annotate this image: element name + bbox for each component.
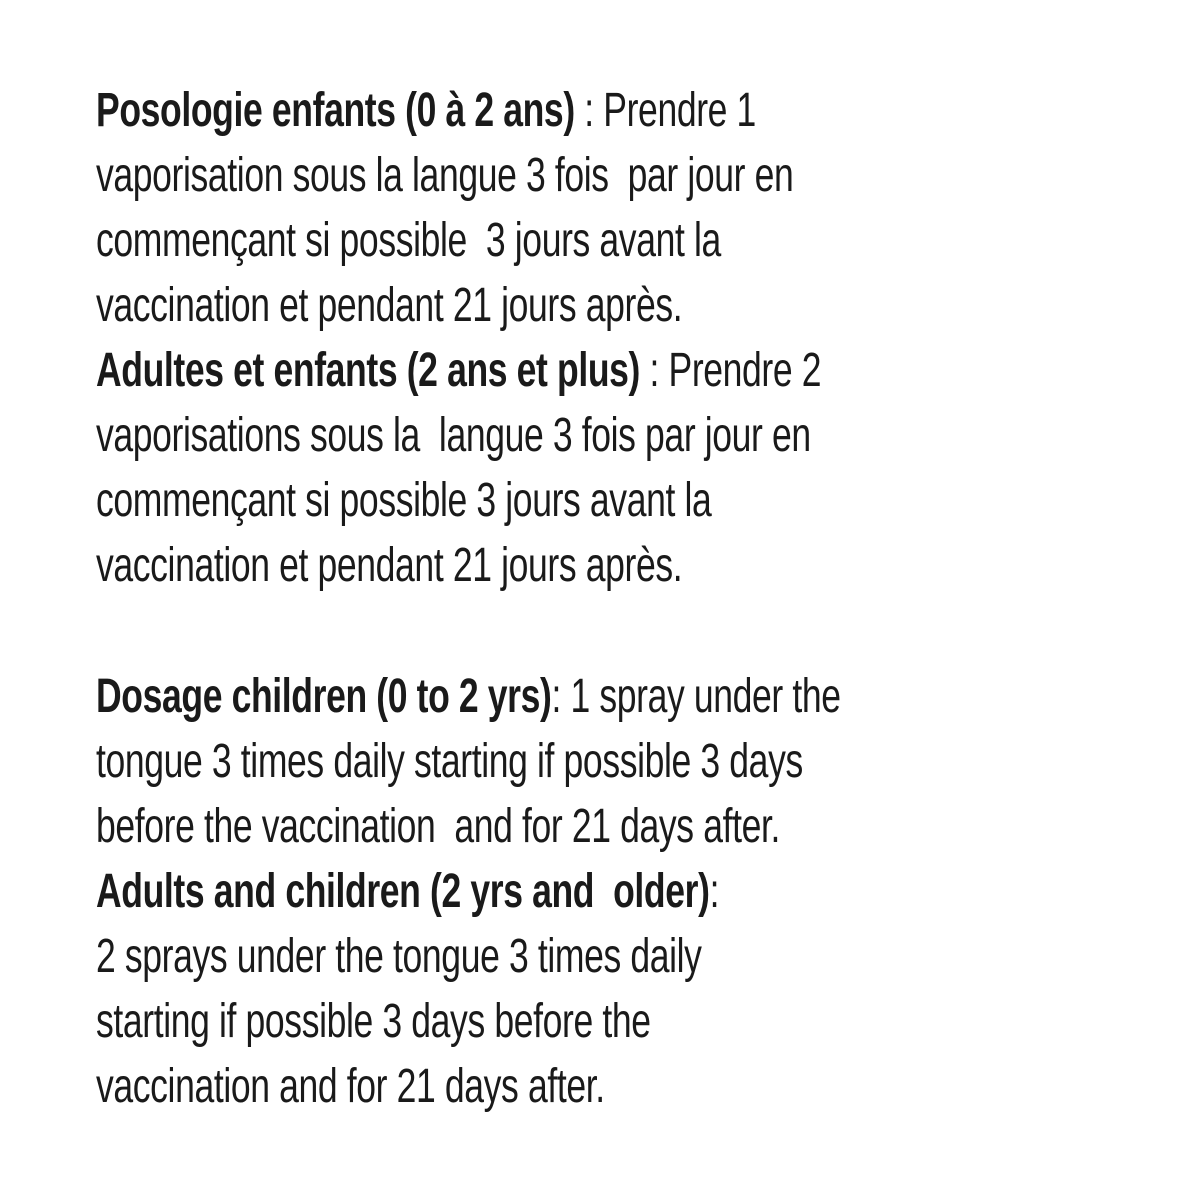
french-adults-text-start: : Prendre 2 [640,344,822,397]
french-children-dosage-line-3: commençant si possible 3 jours avant la [96,214,721,267]
french-adults-heading: Adultes et enfants (2 ans et plus) [96,344,641,397]
french-adults-dosage-line-4: vaccination et pendant 21 jours après. [96,539,683,592]
english-children-dosage-line-3: before the vaccination and for 21 days after. [96,800,780,853]
english-adults-dosage-line-3: starting if possible 3 days before the [96,995,651,1048]
english-adults-dosage-line-2: 2 sprays under the tongue 3 times daily [96,930,702,983]
french-children-dosage-line-4: vaccination et pendant 21 jours après. [96,279,683,332]
english-adults-dosage-line-1 [96,859,913,924]
french-adults-dosage-line-2: vaporisations sous la langue 3 fois par jour en [96,409,811,462]
french-children-dosage-line-2: vaporisation sous la langue 3 fois par jour en [96,149,794,202]
french-dosage-section [96,78,1200,598]
english-children-text-start: : 1 spray under the [551,670,841,723]
english-adults-dosage-line-4: vaccination and for 21 days after. [96,1060,605,1113]
english-adults-text-start: : [709,865,720,918]
english-adults-heading: Adults and children (2 yrs and older) [96,865,710,918]
english-children-heading: Dosage children (0 to 2 yrs) [96,670,552,723]
english-dosage-section [96,664,1200,1119]
english-children-dosage-line-2: tongue 3 times daily starting if possible 3 days [96,735,803,788]
french-children-heading: Posologie enfants (0 à 2 ans) [96,84,575,137]
french-children-dosage-line-1 [96,78,913,143]
english-children-dosage-line-1 [96,664,913,729]
french-adults-dosage-line-3: commençant si possible 3 jours avant la [96,474,712,527]
french-children-text-start: : Prendre 1 [574,84,756,137]
french-adults-dosage-line-1 [96,338,913,403]
